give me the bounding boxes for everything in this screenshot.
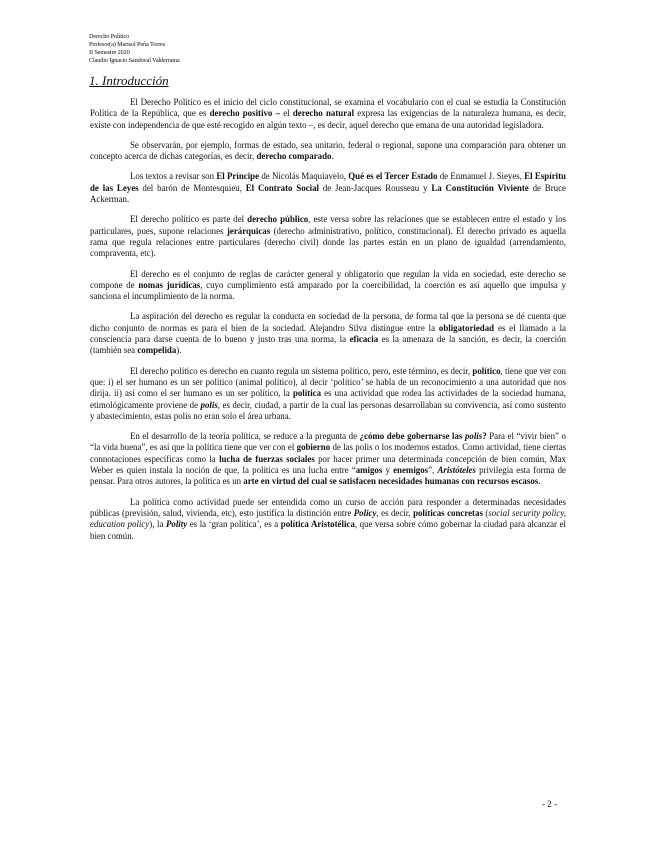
text-run: derecho positivo – <box>209 108 280 119</box>
document-body <box>90 97 566 551</box>
text-run: ( <box>482 507 489 518</box>
text-run: políticas concretas <box>413 507 483 518</box>
text-run: derecho natural <box>292 108 355 119</box>
text-run: social security policy, education policy <box>90 507 566 530</box>
text-run: La aspiración del derecho es regular la conducta en sociedad de la persona, de forma tal que la persona se dé cuenta que dicho conjunto de normas es para el bien de la sociedad. Alejandro Silva distingue entre la <box>90 311 566 333</box>
text-run: . <box>331 151 334 162</box>
text-run: El Príncipe <box>216 171 260 182</box>
text-run: (derecho administrativo, político, constitucional). El derecho privado es aquella rama que regula relaciones entre particulares (derecho civil) donde las partes están en un plano de igualdad (arrendamiento, compraventa, etc). <box>90 225 566 259</box>
text-run: es la amenaza de la sanción, es decir, la coerción (también sea <box>90 334 566 356</box>
text-run: , que versa sobre cómo gobernar la ciudad para alcanzar el bien común. <box>90 519 566 541</box>
paragraph <box>90 497 566 542</box>
text-run: ¿cómo debe gobernarse las <box>359 431 465 442</box>
text-run: lucha de fuerzas sociales <box>219 453 315 464</box>
text-run: polis <box>200 399 218 410</box>
text-run: eficacia <box>349 334 379 345</box>
text-run: , es decir, <box>376 507 414 518</box>
text-run: política Aristotélica <box>280 519 355 530</box>
paragraph <box>90 269 566 303</box>
text-run: es el llamado a la consciencia para darse cuenta de lo bueno y justo tras una norma, la <box>90 322 566 345</box>
text-run: , cuyo cumplimiento está amparado por la coercibilidad, la coerción es así aquello que impulsa y sanciona el incumplimiento de la norma. <box>90 279 566 302</box>
text-run: derecho público <box>247 214 309 225</box>
text-run: de Jean-Jacques Rousseau y <box>319 182 432 193</box>
text-run: ”, <box>428 465 438 476</box>
text-run: nomas jurídicas <box>138 279 201 290</box>
paragraph <box>90 431 566 487</box>
text-run: expresa las exigencias de la naturaleza humana, es decir, existe con independencia de que esté recogido en algún texto –, es decir, aquel derecho que emana de una autoridad legisladora. <box>90 108 566 130</box>
text-run: Qué es el Tercer Estado <box>348 171 438 182</box>
text-run: polis <box>464 431 483 442</box>
text-run: gobierno <box>296 442 331 453</box>
text-run: es una actividad que rodea las actividades de la sociedad humana, etimológicamente proviene de <box>90 388 566 410</box>
paragraph <box>90 311 566 356</box>
document-header <box>89 33 180 65</box>
paragraph <box>90 140 566 163</box>
text-run: derecho comparado <box>256 151 332 162</box>
text-run: Para el “vivir bien” o “la vida buena”, es así que la política tiene que ver con el <box>90 431 566 453</box>
header-professor: Profesor(a) Marisol Peña Torres <box>89 41 166 48</box>
text-run: El Derecho Político es el inicio del ciclo constitucional, se examina el vocabulario con el cual se estudia la Constitución Política de la República, que es <box>90 97 566 119</box>
text-run: La Constitución Viviente <box>431 182 529 193</box>
text-run: amigos <box>355 465 383 476</box>
text-run: El derecho político es parte del <box>130 214 248 225</box>
text-run: compelida <box>137 345 177 356</box>
text-run: El Espíritu de las Leyes <box>90 171 566 193</box>
text-run: Aristóteles <box>437 465 476 476</box>
text-run: , tiene que ver con que: i) el ser humano es un ser político (animal político), al decir ‘político’ se habla de un reconocimiento a una autoridad que nos dirija. ii) así como el ser humano es un ser político, la <box>90 365 566 399</box>
text-run: jerárquicas <box>226 225 271 236</box>
paragraph <box>90 171 566 205</box>
text-run: arte en virtud del cual se satisfacen necesidades humanas con recursos escasos <box>243 476 539 487</box>
text-run: de Bruce Ackerman. <box>90 182 566 205</box>
paragraph <box>90 97 566 131</box>
text-run: Los textos a revisar son <box>130 171 217 182</box>
text-run: . <box>538 476 541 487</box>
text-run: por hacer primer una determinada concepción de bien común, Max Weber es quien instala la noción de que, la política es una lucha entre “ <box>90 453 566 476</box>
section-title: 1. Introducción <box>89 73 169 88</box>
text-run: El derecho político es derecho en cuanto regula un sistema político, pero, este término, es decir, <box>130 365 473 376</box>
text-run: enemigos <box>393 465 429 476</box>
text-run: ). <box>176 345 182 356</box>
text-run: y <box>382 465 394 476</box>
text-run: obligatoriedad <box>438 322 495 333</box>
header-semester: II Semestre 2020 <box>89 49 130 56</box>
header-student: Claudio Ignacio Sandoval Valderrama <box>89 57 180 64</box>
text-run: de las polis o los modernos estados. Como actividad, tiene ciertas connotaciones específicas como la <box>90 442 566 464</box>
text-run: En el desarrollo de la teoría política, se reduce a la pregunta de <box>130 431 360 442</box>
text-run: Polity <box>165 519 188 530</box>
text-run: de Enmanuel J. Sieyes, <box>437 171 525 182</box>
text-run: Policy <box>353 507 377 518</box>
text-run: ? <box>482 431 487 442</box>
text-run: política <box>292 388 322 399</box>
text-run: político <box>472 365 501 376</box>
paragraph <box>90 366 566 422</box>
text-run: privilegia esta forma de pensar. Para otros autores, la política es un <box>90 465 566 487</box>
text-run: , es decir, ciudad, a partir de la cual las personas desarrollaban su convivencia, así como sustento y abastecimiento, estas polis no eran solo el área urbana. <box>90 399 566 421</box>
text-run: La política como actividad puede ser entendida como un curso de acción para responder a determinadas necesidades públicas (previsión, salud, vivienda, etc), esto justifica la distinción entre <box>90 496 566 518</box>
text-run: es la ‘gran política’, es a <box>187 519 281 530</box>
text-run: ), la <box>149 519 166 530</box>
text-run: del barón de Montesquieu, <box>138 182 246 193</box>
header-course: Derecho Político <box>89 33 130 40</box>
text-run: , este versa sobre las relaciones que se establecen entre el estado y los particulares, pues, supone relaciones <box>90 214 567 236</box>
text-run: El Contrato Social <box>245 182 319 193</box>
page-number: - 2 - <box>542 799 557 809</box>
text-run: El derecho es el conjunto de reglas de carácter general y obligatorio que regulan la vida en sociedad, este derecho se compone de <box>90 268 566 290</box>
text-run: de Nicolás Maquiavelo, <box>259 171 349 182</box>
paragraph <box>90 214 566 259</box>
text-run: Se observarán, por ejemplo, formas de estado, sea unitario, federal o regional, supone una comparación para obtener un concepto acerca de dichas categorías, es decir, <box>90 139 566 162</box>
text-run: el <box>280 108 293 119</box>
